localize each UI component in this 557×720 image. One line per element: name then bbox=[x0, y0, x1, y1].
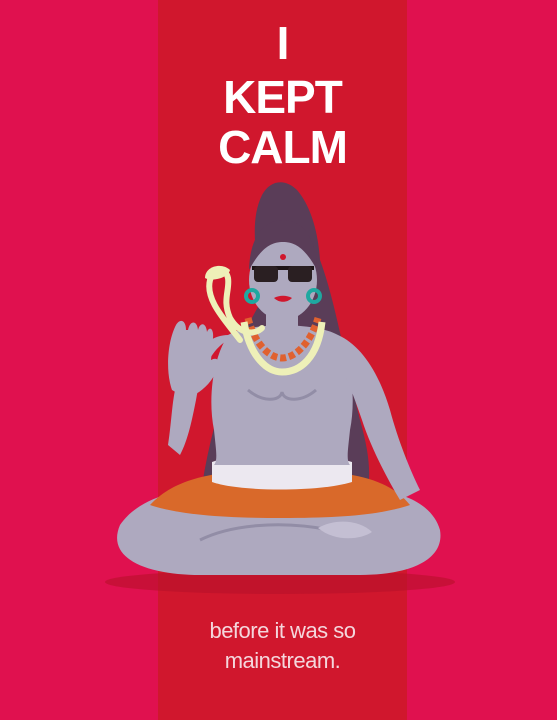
sunglasses-left-lens bbox=[254, 266, 278, 282]
headline-line-1: I bbox=[276, 17, 289, 69]
tilak-dot bbox=[280, 254, 286, 260]
tagline-line-1: before it was so bbox=[209, 618, 356, 643]
headline-line-2: KEPT bbox=[223, 71, 342, 123]
headline-line-3: CALM bbox=[218, 121, 347, 173]
tagline-line-2: mainstream. bbox=[224, 648, 341, 673]
raised-hand bbox=[168, 321, 219, 398]
sunglasses-right-lens bbox=[288, 266, 312, 282]
